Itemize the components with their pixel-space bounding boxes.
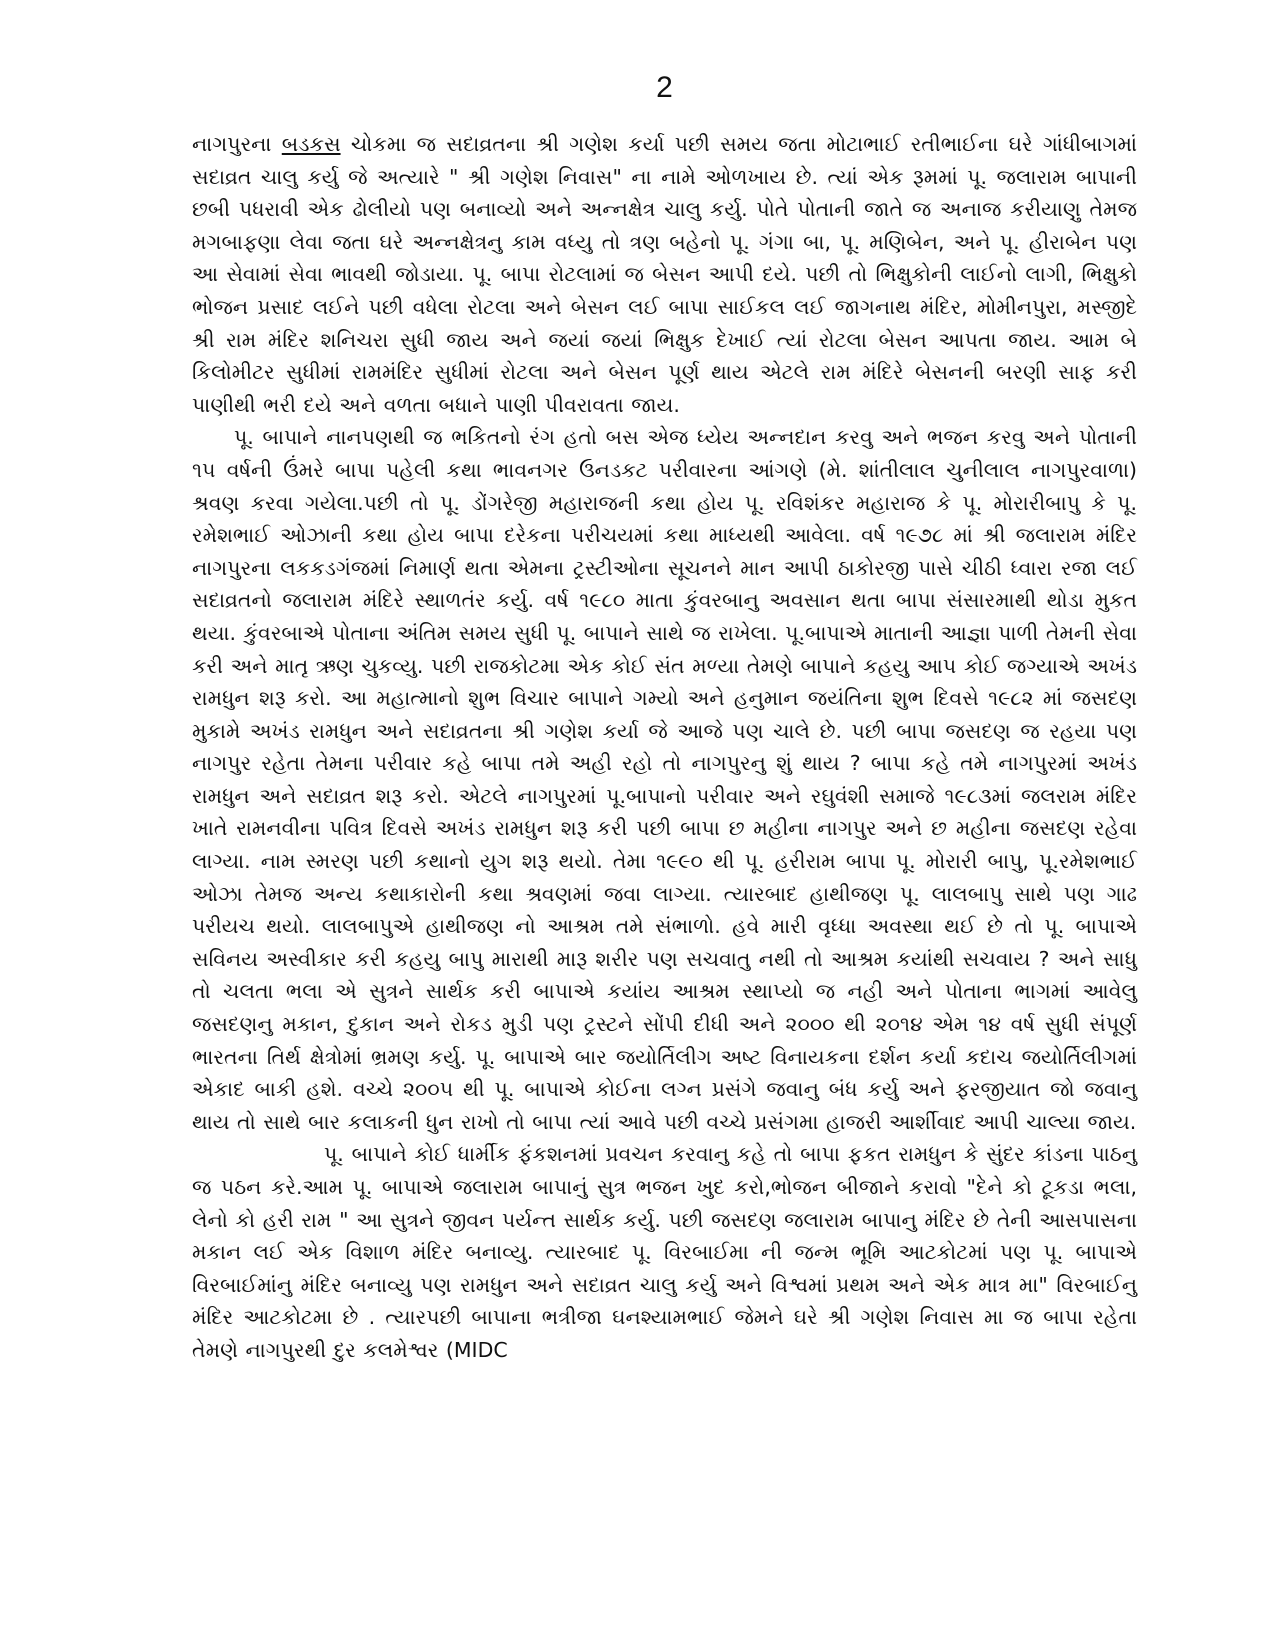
paragraph-1-start: નાગપુરના <box>192 132 282 156</box>
paragraph-2: પૂ. બાપાને નાનપણથી જ ભકિતનો રંગ હતો બસ એજ ધ્યેય અન્નદાન કરવુ અને ભજન કરવુ અને પોતાની ૧૫ વર્ષની ઉંમરે બાપા પહેલી કથા ભાવનગર ઉનડકટ પરીવારના આંગણે (મે. શાંતીલાલ ચુનીલાલ નાગપુરવાળા) શ્રવણ કરવા ગયેલા.પછી તો પૂ. ડોંગરેજી મહારાજની કથા હોય પૂ. રવિશંકર મહારાજ કે પૂ. મોરારીબાપુ કે પૂ. રમેશભાઈ ઓઝાની કથા હોય બાપા દરેકના પરીચયમાં કથા માધ્યથી આવેલા. વર્ષ ૧૯૭૮ માં શ્રી જલારામ મંદિર નાગપુરના લકકડગંજમાં નિમાર્ણ થતા એમના ટ્રસ્ટીઓના સૂચનને માન આપી ઠાકોરજી પાસે ચીઠી ધ્વારા રજા લઈ સદાવ્રતનો જલારામ મંદિરે સ્થાળતંર કર્યુ. વર્ષ ૧૯૮૦ માતા કુંવરબાનુ અવસાન થતા બાપા સંસારમાથી થોડા મુકત થયા. કુંવરબાએ પોતાના અંતિમ સમય સુધી પૂ. બાપાને સાથે જ રાખેલા. પૂ.બાપાએ માતાની આજ્ઞા પાળી તેમની સેવા કરી અને માતૃ ઋણ ચુકવ્યુ. પછી રાજકોટમા એક કોઈ સંત મળ્યા તેમણે બાપાને કહયુ આપ કોઈ જગ્યાએ અખંડ રામધુન શરૂ કરો. આ મહાત્માનો શુભ વિચાર બાપાને ગમ્યો અને હનુમાન જયંતિના શુભ દિવસે ૧૯૮૨ માં જસદણ મુકામે અખંડ રામધુન અને સદાવ્રતના શ્રી ગણેશ કર્યા જે આજે પણ ચાલે છે. પછી બાપા જસદણ જ રહયા પણ નાગપુર રહેતા તેમના પરીવાર કહે બાપા તમે અહી રહો તો નાગપુરનુ શું થાય ? બાપા કહે તમે નાગપુરમાં અખંડ રામધુન અને સદાવ્રત શરૂ કરો. એટલે નાગપુરમાં પૂ.બાપાનો પરીવાર અને રઘુવંશી સમાજે ૧૯૮૩માં જલરામ મંદિર ખાતે રામનવીના પવિત્ર દિવસે અખંડ રામધુન શરૂ કરી પછી બાપા છ મહીના નાગપુર અને છ મહીના જસદણ રહેવા લાગ્યા. નામ સ્મરણ પછી કથાનો યુગ શરૂ થયો. તેમા ૧૯૯૦ થી પૂ. હરીરામ બાપા પૂ. મોરારી બાપુ, પૂ.રમેશભાઈ ઓઝા તેમજ અન્ય કથાકારોની કથા શ્રવણમાં જવા લાગ્યા. ત્યારબાદ હાથીજણ પૂ. લાલબાપુ સાથે પણ ગાઢ પરીયચ થયો. લાલબાપુએ હાથીજણ નો આશ્રમ તમે સંભાળો. હવે મારી વૃધ્ધા અવસ્થા થઈ છે તો પૂ. બાપાએ સવિનય અસ્વીકાર કરી કહયુ બાપુ મારાથી મારૂ શરીર પણ સચવાતુ નથી તો આશ્રમ કયાંથી સચવાય ? અને સાધુ તો ચલતા ભલા એ સુત્રને સાર્થક કરી બાપાએ કયાંય આશ્રમ સ્થાપ્યો જ નહી અને પોતાના ભાગમાં આવેલુ જસદણનુ મકાન, દુકાન અને રોકડ મુડી પણ ટ્રસ્ટને સોંપી દીધી અને ૨૦૦૦ થી ૨૦૧૪ એમ ૧૪ વર્ષ સુધી સંપૂર્ણ ભારતના તિર્થ ક્ષેત્રોમાં ભ્રમણ કર્યુ. પૂ. બાપાએ બાર જયોર્તિલીગ અષ્ટ વિનાયકના દર્શન કર્યા કદાચ જયોર્તિલીગમાં એકાદ બાકી હશે. વચ્ચે ૨૦૦૫ થી પૂ. બાપાએ કોઈના લગ્ન પ્રસંગે જવાનુ બંધ કર્યુ અને ફરજીયાત જો જવાનુ થાય તો સાથે બાર કલાકની ધુન રાખો તો બાપા ત્યાં આવે પછી વચ્ચે પ્રસંગમા હાજરી આર્શીવાદ આપી ચાલ્યા જાય. <box>192 425 1137 1134</box>
body-text <box>192 128 1137 1367</box>
paragraph-1 <box>192 128 1137 421</box>
paragraph-3: પૂ. બાપાને કોઈ ધાર્મીક ફંકશનમાં પ્રવચન કરવાનુ કહે તો બાપા ફકત રામધુન કે સુંદર કાંડના પાઠનુ જ પઠન કરે.આમ પૂ. બાપાએ જલારામ બાપાનું સુત્ર ભજન ખુદ કરો,ભોજન બીજાને કરાવો "દેને કો ટૂકડા ભલા, લેનો કો હરી રામ " આ સુત્રને જીવન પર્યન્ત સાર્થક કર્યુ. પછી જસદણ જલારામ બાપાનુ મંદિર છે તેની આસપાસના મકાન લઈ એક વિશાળ મંદિર બનાવ્યુ. ત્યારબાદ પૂ. વિરબાઈમા ની જન્મ ભૂમિ આટકોટમાં પણ પૂ. બાપાએ વિરબાઈમાંનુ મંદિર બનાવ્યુ પણ રામધુન અને સદાવ્રત ચાલુ કર્યુ અને વિશ્વમાં પ્રથમ અને એક માત્ર મા" વિરબાઈનુ મંદિર આટકોટમા છે . ત્યારપછી બાપાના ભત્રીજા ઘનશ્યામભાઈ જેમને ઘરે શ્રી ગણેશ નિવાસ મા જ બાપા રહેતા તેમણે નાગપુરથી દુર કલમેશ્વર (MIDC <box>192 1142 1137 1362</box>
page-number: 2 <box>656 71 673 104</box>
underlined-place-name: બડકસ <box>281 132 341 156</box>
paragraph-1-rest: ચોકમા જ સદાવ્રતના શ્રી ગણેશ કર્યા પછી સમય જતા મોટાભાઈ રતીભાઈના ઘરે ગાંધીબાગમાં સદાવ્રત ચાલુ કર્યુ જે અત્યારે " શ્રી ગણેશ નિવાસ" ના નામે ઓળખાય છે. ત્યાં એક રૂમમાં પૂ. જલારામ બાપાની છબી પધરાવી એક ઢોલીયો પણ બનાવ્યો અને અન્નક્ષેત્ર ચાલુ કર્યુ. પોતે પોતાની જાતે જ અનાજ કરીયાણુ તેમજ મગબાફણા લેવા જતા ઘરે અન્નક્ષેત્રનુ કામ વધ્યુ તો ત્રણ બહેનો પૂ. ગંગા બા, પૂ. મણિબેન, અને પૂ. હીરાબેન પણ આ સેવામાં સેવા ભાવથી જોડાયા. પૂ. બાપા રોટલામાં જ બેસન આપી દયે. પછી તો ભિક્ષુકોની લાઈનો લાગી, ભિક્ષુકો ભોજન પ્રસાદ લઈને પછી વધેલા રોટલા અને બેસન લઈ બાપા સાઈકલ લઈ જાગનાથ મંદિર, મોમીનપુરા, મસ્જીદે શ્રી રામ મંદિર શનિચરા સુધી જાય અને જયાં જયાં ભિક્ષુક દેખાઈ ત્યાં રોટલા બેસન આપતા જાય. આમ બે કિલોમીટર સુધીમાં રામમંદિર સુધીમાં રોટલા અને બેસન પૂર્ણ થાય એટલે રામ મંદિરે બેસનની બરણી સાફ કરી પાણીથી ભરી દયે અને વળતા બધાને પાણી પીવરાવતા જાય. <box>192 132 1137 417</box>
